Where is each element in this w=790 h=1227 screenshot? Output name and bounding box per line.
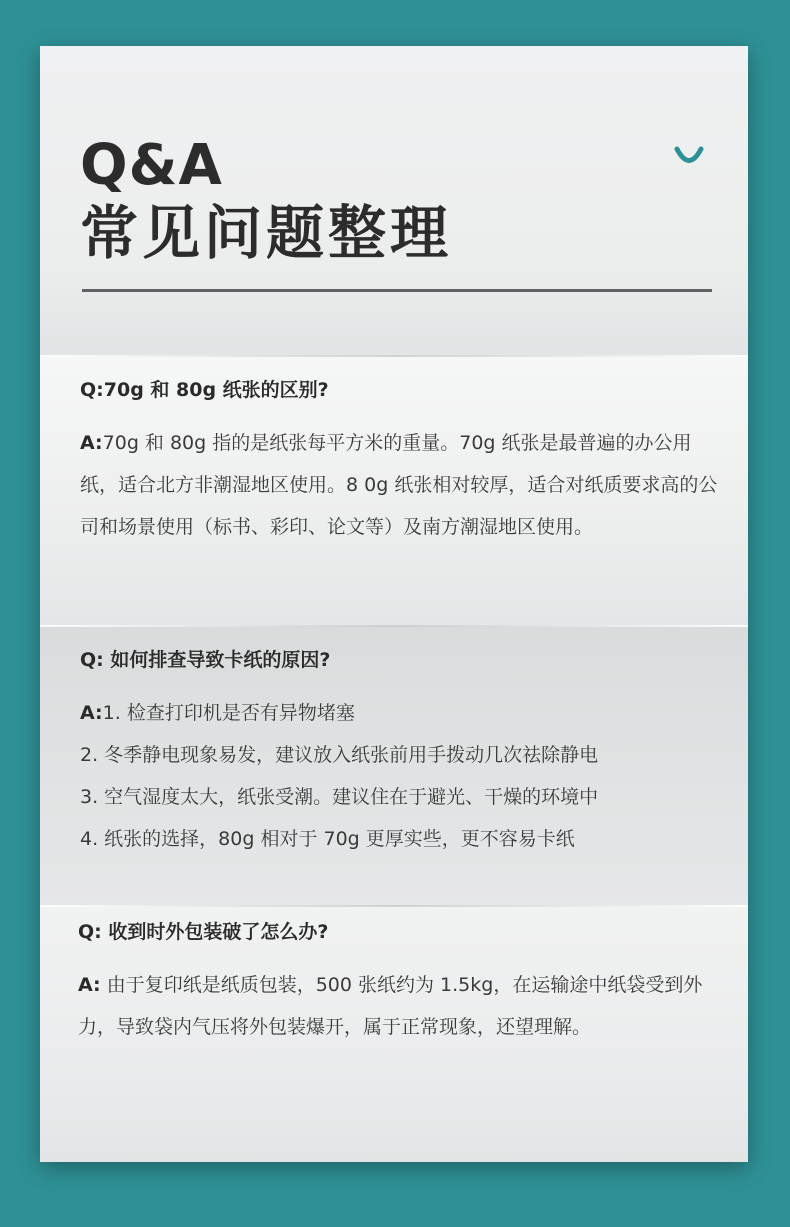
smile-icon [674, 146, 704, 166]
answer-text [80, 422, 720, 548]
answer-line [80, 692, 720, 734]
question-text: Q: 如何排查导致卡纸的原因? [80, 649, 331, 671]
title-divider [82, 289, 712, 292]
qa-item-damaged-package [78, 918, 718, 1048]
answer-text [78, 964, 718, 1048]
paper-crease [40, 905, 748, 907]
answer-line: 2. 冬季静电现象易发，建议放入纸张前用手拨动几次祛除静电 [80, 744, 599, 766]
page-title-english: Q&A [80, 133, 223, 198]
question-text: Q:70g 和 80g 纸张的区别? [80, 379, 329, 401]
answer-line: 3. 空气湿度太大，纸张受潮。建议住在于避光、干燥的环境中 [80, 786, 599, 808]
answer-label: A: [80, 702, 103, 724]
answer-label: A: [80, 432, 103, 454]
answer-body: 70g 和 80g 指的是纸张每平方米的重量。70g 纸张是最普遍的办公用纸，适合北方非潮湿地区使用。8 0g 纸张相对较厚，适合对纸质要求高的公司和场景使用（标书、彩印、论文等）及南方潮湿地区使用。 [80, 432, 718, 538]
answer-label: A: [78, 974, 101, 996]
folded-paper-sheet [40, 46, 748, 1162]
qa-item-paper-weight [80, 376, 720, 548]
question-text: Q: 收到时外包装破了怎么办? [78, 921, 329, 943]
answer-body: 由于复印纸是纸质包装，500 张纸约为 1.5kg，在运输途中纸袋受到外力，导致袋内气压将外包装爆开，属于正常现象，还望理解。 [78, 974, 703, 1038]
paper-crease [40, 355, 748, 357]
answer-line-text: 1. 检查打印机是否有异物堵塞 [102, 702, 355, 724]
answer-line: 4. 纸张的选择，80g 相对于 70g 更厚实些，更不容易卡纸 [80, 828, 575, 850]
page-title-chinese: 常见问题整理 [80, 199, 453, 267]
paper-crease [40, 625, 748, 627]
qa-item-paper-jam [80, 646, 720, 860]
